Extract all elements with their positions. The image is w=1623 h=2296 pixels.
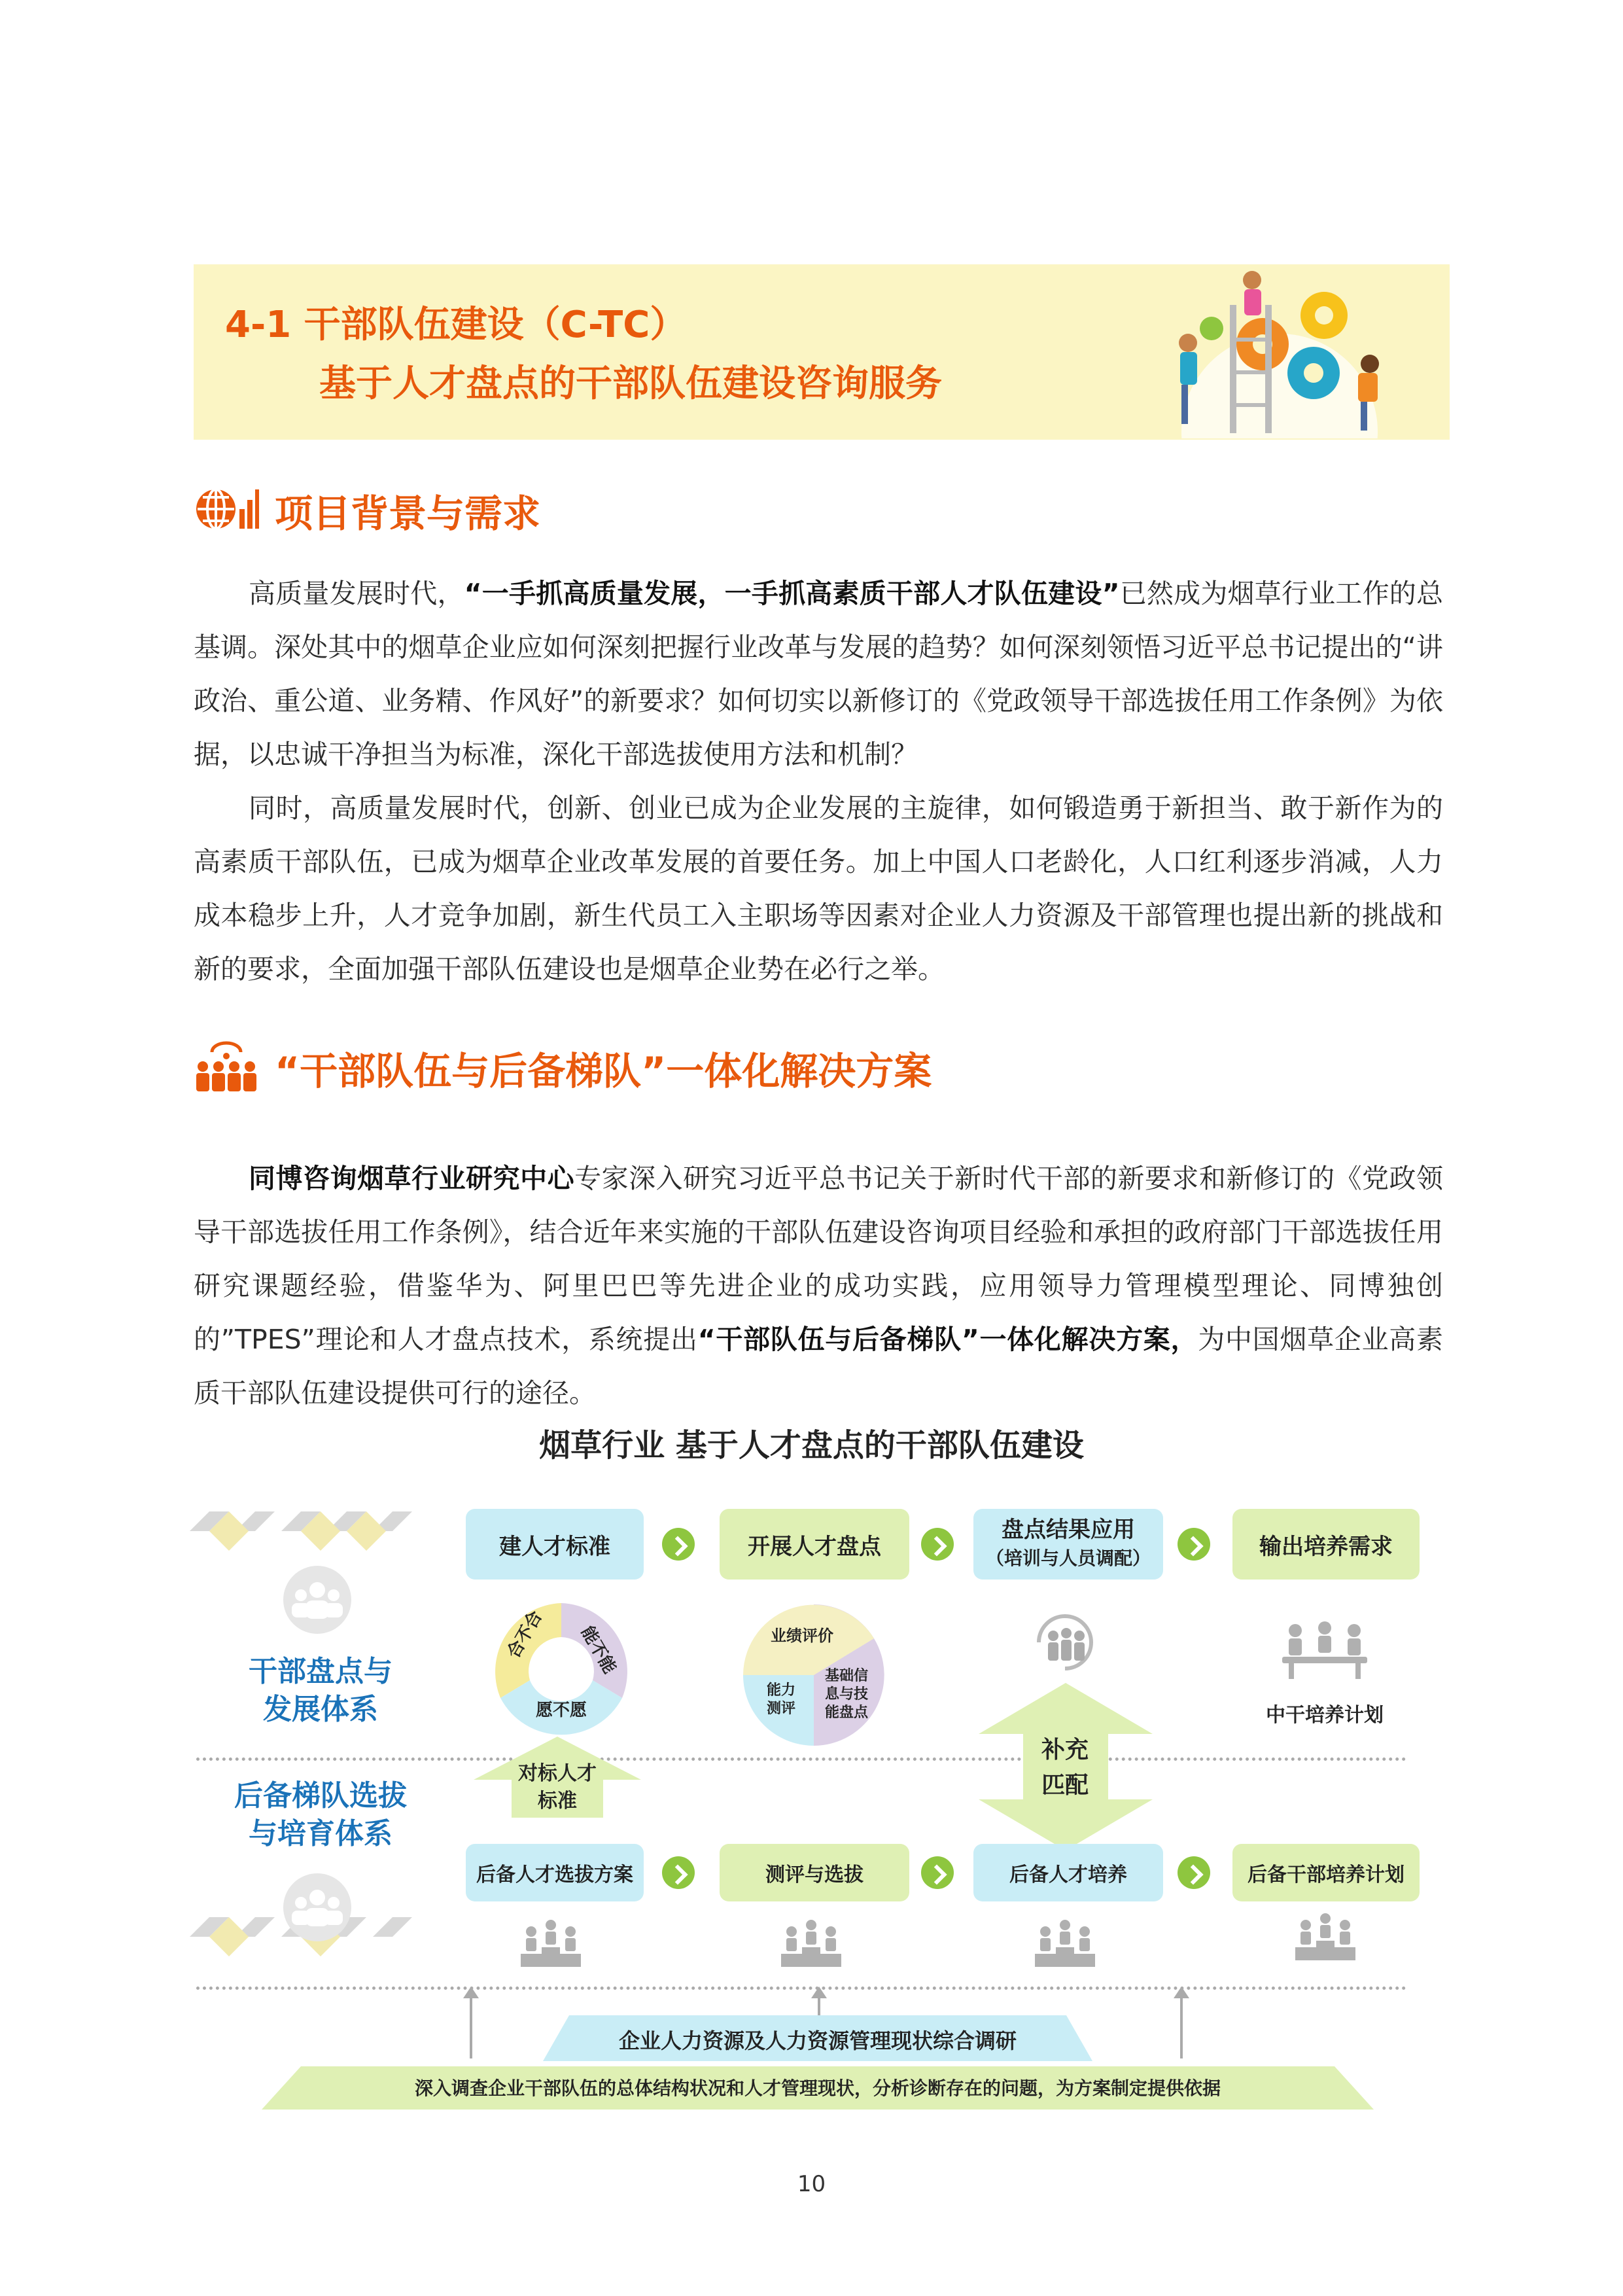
podium-people-icon <box>1293 1911 1358 1963</box>
gears-teamwork-illustration <box>1136 266 1423 438</box>
label-reserve-selection-system: 后备梯队选拔 与培育体系 <box>234 1779 407 1850</box>
label-cadre-review-system: 干部盘点与 发展体系 <box>249 1655 393 1726</box>
page-number: 10 <box>797 2171 826 2197</box>
note-mid-cadre-plan: 中干培养计划 <box>1266 1704 1384 1727</box>
para3-org-name: 同博咨询烟草行业研究中心 <box>249 1163 575 1194</box>
donut-label-fit: 合不合 <box>504 1607 547 1662</box>
arrow-right-icon <box>662 1856 695 1889</box>
paragraph-background <box>194 567 1443 781</box>
group-people-icon <box>281 1871 353 1943</box>
podium-people-icon <box>1032 1917 1098 1969</box>
box-reserve-cadre-plan: 后备干部培养计划 <box>1232 1844 1420 1901</box>
podium-people-icon <box>778 1917 844 1969</box>
team-people-icon <box>194 1040 259 1093</box>
title-banner <box>194 264 1450 440</box>
label-investigation-description: 深入调查企业干部队伍的总体结构状况和人才管理现状，分析诊断存在的问题，为方案制定提供依据 <box>414 2077 1221 2099</box>
banner-title-line1: 4-1 干部队伍建设（C-TC） <box>225 304 687 346</box>
para1-text-start: 高质量发展时代， <box>249 578 464 609</box>
label-benchmark-standard: 对标人才 标准 <box>518 1762 597 1812</box>
box-review-application-label: 盘点结果应用 <box>1002 1517 1135 1543</box>
paragraph-solution <box>194 1152 1443 1420</box>
divider-dotted-line <box>196 1987 1406 1990</box>
arrow-right-icon <box>921 1528 954 1561</box>
pie-label-performance: 业绩评价 <box>771 1627 833 1645</box>
box-talent-review: 开展人才盘点 <box>720 1509 909 1580</box>
box-review-application-sublabel: （培训与人员调配） <box>985 1547 1151 1569</box>
label-supplement-match: 补充 匹配 <box>1041 1737 1089 1799</box>
group-people-icon <box>281 1564 353 1636</box>
globe-bar-chart-icon <box>194 483 259 535</box>
box-build-talent-standard: 建人才标准 <box>466 1509 644 1580</box>
para2-text: 同时，高质量发展时代，创新、创业已成为企业发展的主旋律，如何锻造勇于新担当、敢于新作为的高素质干部队伍，已成为烟草企业改革发展的首要任务。加上中国人口老龄化，人口红利逐步消减，人力成本稳步上升，人才竞争加剧，新生代员工入主职场等因素对企业人力资源及干部管理也提出新的挑战和新的要求，全面加强干部队伍建设也是烟草企业势在必行之举。 <box>194 792 1443 985</box>
arrow-right-icon <box>921 1856 954 1889</box>
box-output-training-needs: 输出培养需求 <box>1232 1509 1420 1580</box>
para3-text-end: 为中国烟草企业高素质干部队伍建设提供可行的途径。 <box>194 1324 1443 1409</box>
donut-label-ability: 能不能 <box>576 1623 620 1678</box>
arrow-right-icon <box>662 1528 695 1561</box>
decorative-stripes-top <box>190 1505 438 1557</box>
donut-fit-ability-willingness <box>483 1597 640 1747</box>
people-cycle-icon <box>1026 1603 1104 1682</box>
box-reserve-training: 后备人才培养 <box>973 1844 1163 1901</box>
divider-dotted-line <box>196 1757 1406 1761</box>
meeting-table-icon <box>1276 1616 1374 1682</box>
section-heading-solution: “干部队伍与后备梯队”一体化解决方案 <box>275 1049 932 1093</box>
pie-label-ability-test: 能力测评 <box>766 1682 796 1717</box>
para3-emphasis: “干部队伍与后备梯队”一体化解决方案， <box>697 1324 1198 1355</box>
pie-label-basic-info: 基础信息与技能盘点 <box>824 1668 869 1721</box>
donut-label-willingness: 愿不愿 <box>535 1701 587 1720</box>
diagram-title: 烟草行业 基于人才盘点的干部队伍建设 <box>539 1427 1084 1464</box>
arrow-right-icon <box>1178 1856 1210 1889</box>
paragraph-challenges <box>194 781 1443 996</box>
para1-text-rest: 已然成为烟草行业工作的总基调。深处其中的烟草企业应如何深刻把握行业改革与发展的趋势？如何深刻领悟习近平总书记提出的“讲政治、重公道、业务精、作风好”的新要求？如何切实以新修订的《党政领导干部选拔任用工作条例》为依据，以忠诚干净担当为标准，深化干部选拔使用方法和机制？ <box>194 578 1443 770</box>
para3-text-middle: 专家深入研究习近平总书记关于新时代干部的新要求和新修订的《党政领导干部选拔任用工作条例》，结合近年来实施的干部队伍建设咨询项目经验和承担的政府部门干部选拔任用研究课题经验，借鉴华为、阿里巴巴等先进企业的成功实践，应用领导力管理模型理论、同博独创的”TPES”理论和人才盘点技术，系统提出 <box>194 1163 1443 1355</box>
podium-people-icon <box>518 1917 584 1969</box>
para1-emphasis: “一手抓高质量发展，一手抓高素质干部人才队伍建设” <box>464 578 1120 609</box>
banner-title-line2: 基于人才盘点的干部队伍建设咨询服务 <box>319 362 942 405</box>
pie-review-components <box>735 1597 892 1754</box>
section-heading-background: 项目背景与需求 <box>275 491 541 536</box>
box-assessment-selection: 测评与选拔 <box>720 1844 909 1901</box>
label-hr-survey: 企业人力资源及人力资源管理现状综合调研 <box>618 2028 1017 2053</box>
box-reserve-selection-plan: 后备人才选拔方案 <box>466 1844 644 1901</box>
box-review-application <box>973 1509 1163 1580</box>
arrow-right-icon <box>1178 1528 1210 1561</box>
